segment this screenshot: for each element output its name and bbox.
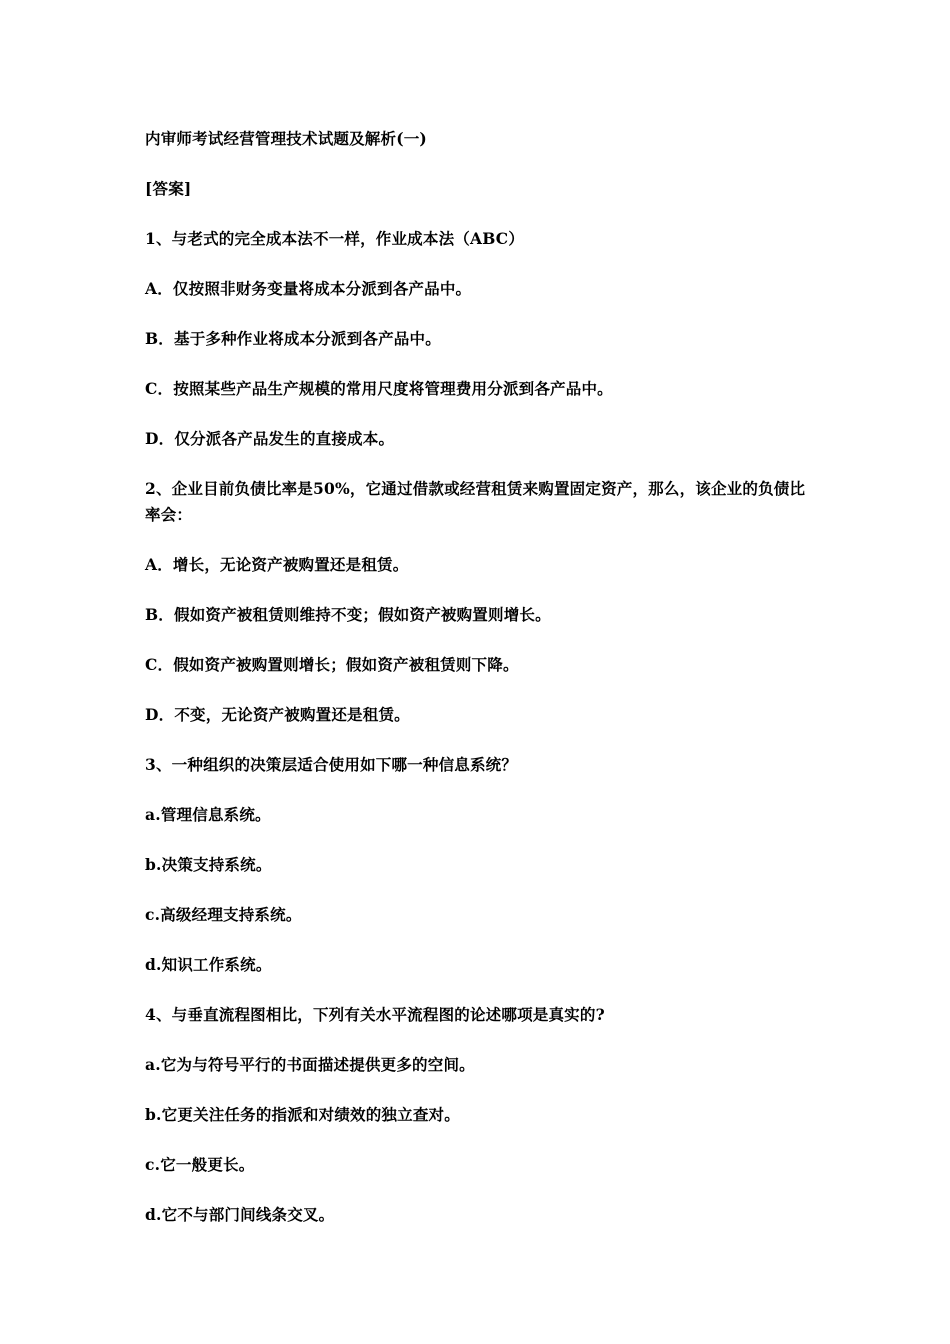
question-2-option-a: A．增长，无论资产被购置还是租赁。 [145, 555, 409, 574]
question-3-option-c: c.高级经理支持系统。 [145, 905, 302, 924]
question-1-option-c: C．按照某些产品生产规模的常用尺度将管理费用分派到各产品中。 [145, 379, 613, 398]
question-1-option-d: D．仅分派各产品发生的直接成本。 [145, 429, 395, 448]
document-content [145, 126, 810, 1252]
question-2-option-c: C．假如资产被购置则增长；假如资产被租赁则下降。 [145, 655, 519, 674]
answer-heading: [答案] [145, 179, 192, 198]
question-2-option-b: B．假如资产被租赁则维持不变；假如资产被购置则增长。 [145, 605, 551, 624]
question-2-option-d: D．不变，无论资产被购置还是租赁。 [145, 705, 410, 724]
question-4-option-a: a.它为与符号平行的书面描述提供更多的空间。 [145, 1055, 475, 1074]
question-1-stem: 1、与老式的完全成本法不一样，作业成本法（ABC） [145, 229, 525, 248]
question-3-option-d: d.知识工作系统。 [145, 955, 272, 974]
question-3-stem: 3、一种组织的决策层适合使用如下哪一种信息系统？ [145, 755, 518, 774]
question-2-stem: 2、企业目前负债比率是50%，它通过借款或经营租赁来购置固定资产，那么，该企业的负债比率会： [145, 479, 806, 524]
question-1-option-b: B．基于多种作业将成本分派到各产品中。 [145, 329, 441, 348]
question-3-option-a: a.管理信息系统。 [145, 805, 271, 824]
question-4-option-d: d.它不与部门间线条交叉。 [145, 1205, 335, 1224]
question-4-option-c: c.它一般更长。 [145, 1155, 255, 1174]
question-4-stem: 4、与垂直流程图相比，下列有关水平流程图的论述哪项是真实的? [145, 1005, 605, 1024]
question-1-option-a: A．仅按照非财务变量将成本分派到各产品中。 [145, 279, 472, 298]
question-3-option-b: b.决策支持系统。 [145, 855, 272, 874]
question-4-option-b: b.它更关注任务的指派和对绩效的独立查对。 [145, 1105, 460, 1124]
document-title: 内审师考试经营管理技术试题及解析(一) [145, 129, 427, 148]
